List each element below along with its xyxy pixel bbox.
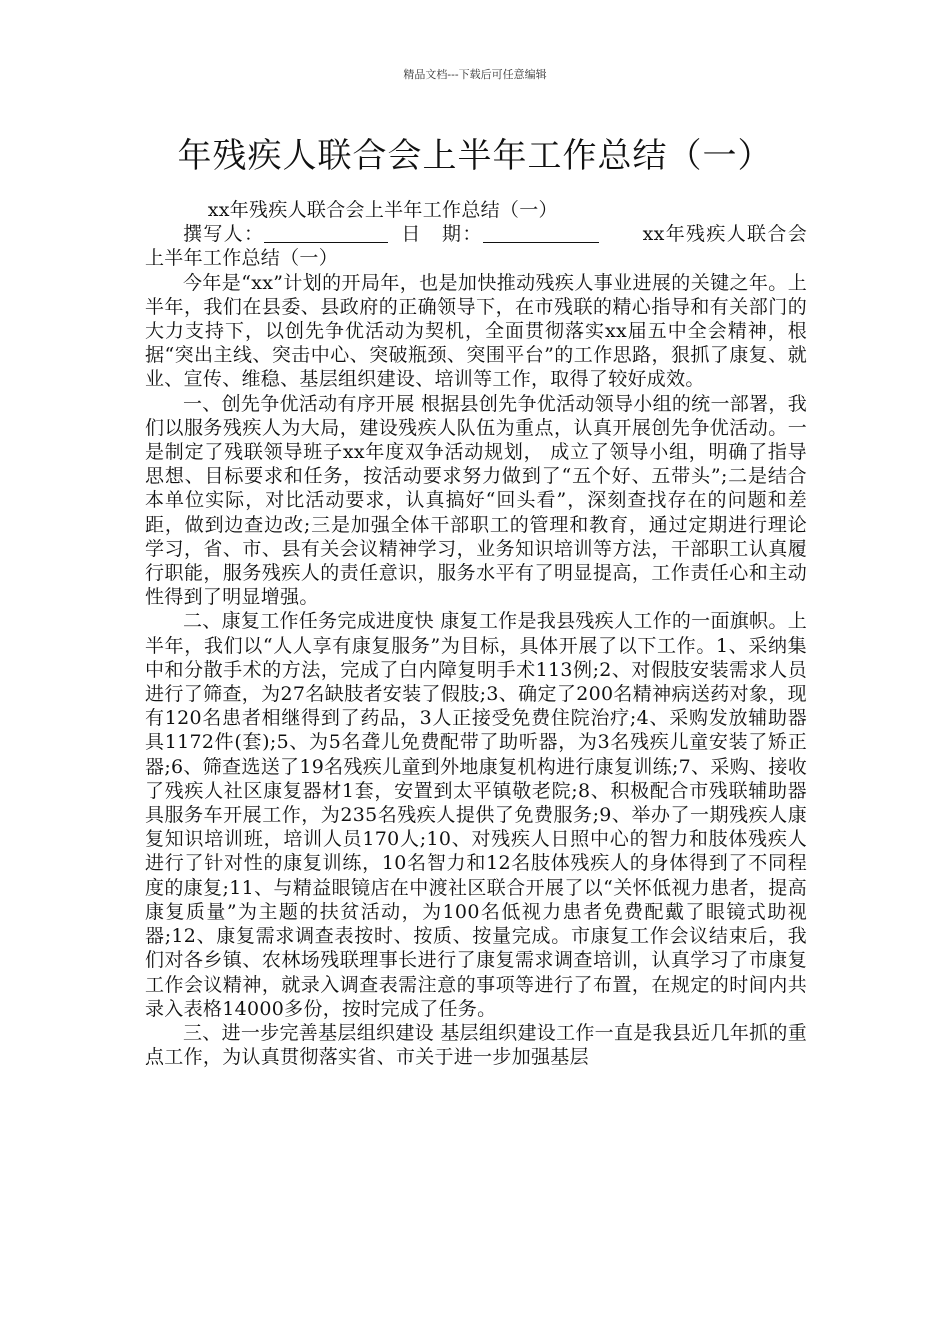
paragraph-section-2: 二、康复工作任务完成进度快 康复工作是我县残疾人工作的一面旗帜。上半年，我们以“人人享有康复服务”为目标，具体开展了以下工作。1、采纳集中和分散手术的方法，完成了白内障复明手术113例;2、对假肢安装需求人员进行了筛查，为27名缺肢者安装了假肢;3、确定了200名精神病送药对象，现有120名患者相继得到了药品，3人正接受免费住院治疗;4、采购发放辅助器具1172件(套);5、为5名聋儿免费配带了助听器，为3名残疾儿童安装了矫正器;6、筛查选送了19名残疾儿童到外地康复机构进行康复训练;7、采购、接收了残疾人社区康复器材1套，安置到太平镇敬老院;8、积极配合市残联辅助器具服务车开展工作，为235名残疾人提供了免费服务;9、举办了一期残疾人康复知识培训班，培训人员170人;10、对残疾人日照中心的智力和肢体残疾人进行了针对性的康复训练，10名智力和12名肢体残疾人的身体得到了不同程度的康复;11、与精益眼镜店在中渡社区联合开展了以“关怀低视力患者，提高康复质量”为主题的扶贫活动，为100名低视力患者免费配戴了眼镜式助视器;12、康复需求调查表按时、按质、按量完成。市康复工作会议结束后，我们对各乡镇、农林场残联理事长进行了康复需求调查培训，认真学习了市康复工作会议精神，就录入调查表需注意的事项等进行了布置，在规定的时间内共录入表格14000多份，按时完成了任务。: [145, 610, 807, 1020]
paragraph-section-3: 三、进一步完善基层组织建设 基层组织建设工作一直是我县近几年抓的重点工作，为认真贯彻落实省、市关于进一步加强基层: [145, 1021, 807, 1069]
document-body: [145, 198, 807, 1069]
author-date-line: [145, 222, 807, 270]
date-blank: [483, 223, 599, 243]
meta-trailing-text: xx年残疾人联合会上半年工作总结（一）: [145, 223, 808, 270]
author-label: 撰写人：: [183, 223, 265, 246]
date-label: 日 期：: [400, 223, 483, 246]
paragraph-intro: 今年是“xx”计划的开局年，也是加快推动残疾人事业进展的关键之年。上半年，我们在县委、县政府的正确领导下，在市残联的精心指导和有关部门的大力支持下，以创先争优活动为契机，全面贯彻落实xx届五中全会精神，根据“突出主线、突击中心、突破瓶颈、突围平台”的工作思路，狠抓了康复、就业、宣传、维稳、基层组织建设、培训等工作，取得了较好成效。: [145, 271, 807, 391]
author-blank: [264, 223, 388, 243]
document-subtitle: xx年残疾人联合会上半年工作总结（一）: [207, 199, 558, 221]
header-note: 精品文档---下载后可任意编辑: [403, 68, 547, 81]
paragraph-section-1: 一、创先争优活动有序开展 根据县创先争优活动领导小组的统一部署，我们以服务残疾人为大局，建设残疾人队伍为重点，认真开展创先争优活动。一是制定了残联领导班子xx年度双争活动规划， 成立了领导小组，明确了指导思想、目标要求和任务，按活动要求努力做到了“五个好、五带头”;二是结合本单位实际，对比活动要求，认真搞好“回头看”，深刻查找存在的问题和差距，做到边查边改;三是加强全体干部职工的管理和教育，通过定期进行理论学习，省、市、县有关会议精神学习，业务知识培训等方法，干部职工认真履行职能，服务残疾人的责任意识，服务水平有了明显提高，工作责任心和主动性得到了明显增强。: [145, 392, 807, 609]
document-title: 年残疾人联合会上半年工作总结（一）: [177, 136, 773, 176]
